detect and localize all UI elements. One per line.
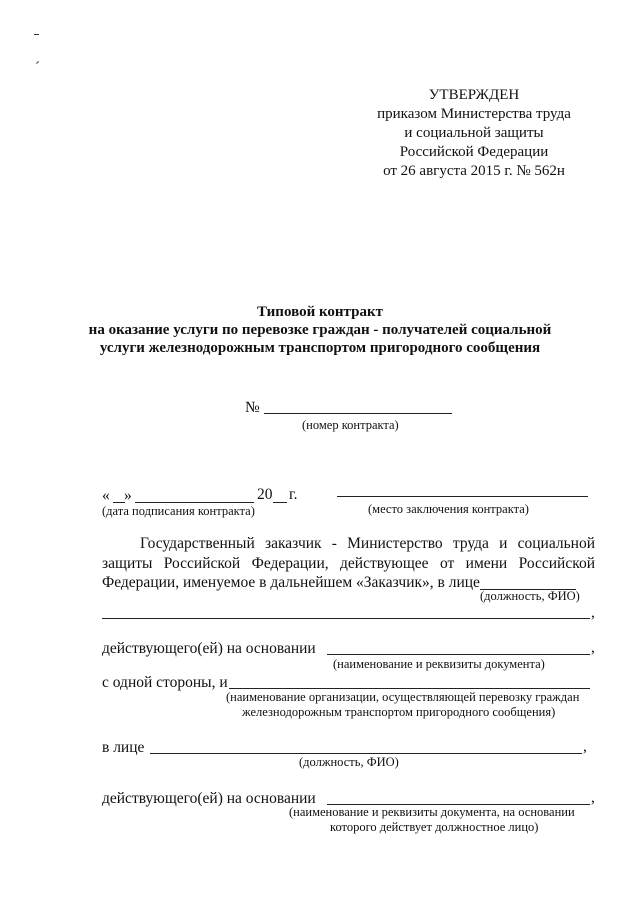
party-hint: (наименование организации, осуществляющей перевозку граждан — [226, 690, 580, 704]
date-month-field[interactable] — [135, 502, 254, 503]
preamble-line: Государственный заказчик - Министерство труда и социальной — [140, 535, 595, 552]
carrier-person-field[interactable] — [150, 753, 582, 754]
contract-place-field[interactable] — [337, 496, 588, 497]
basis-document-field[interactable] — [327, 654, 590, 655]
party-hint: железнодорожным транспортом пригородного сообщения) — [242, 705, 556, 719]
date-year-suffix: г. — [289, 486, 298, 503]
basis-hint: которого действует должностное лицо) — [330, 820, 539, 834]
date-quote-open: « — [102, 487, 110, 504]
basis-hint: (наименование и реквизиты документа) — [333, 657, 545, 671]
title-line: Типовой контракт — [257, 304, 383, 320]
approval-line: приказом Министерства труда — [377, 106, 571, 122]
preamble-line: защиты Российской Федерации, действующее от имени Российской — [102, 554, 595, 572]
date-quote-close: » — [124, 487, 132, 504]
person-label: в лице — [102, 739, 145, 756]
scan-mark — [34, 34, 39, 35]
position-hint: (должность, ФИО) — [480, 589, 580, 603]
comma: , — [591, 604, 595, 621]
scan-mark — [36, 61, 39, 64]
date-hint: (дата подписания контракта) — [102, 504, 255, 518]
approval-heading: УТВЕРЖДЕН — [428, 87, 520, 103]
contract-number-field[interactable] — [264, 413, 452, 414]
approval-line: и социальной защиты — [404, 125, 544, 141]
approval-block — [360, 86, 588, 181]
basis-label: действующего(ей) на основании — [102, 790, 316, 807]
basis-hint: (наименование и реквизиты документа, на основании — [289, 805, 575, 819]
date-year-field[interactable] — [273, 502, 287, 503]
party-label: с одной стороны, и — [102, 674, 228, 691]
contract-number-hint: (номер контракта) — [302, 418, 399, 432]
preamble-line: Федерации, именуемое в дальнейшем «Заказчик», в лице — [102, 574, 480, 591]
document-title — [60, 303, 580, 357]
basis-label: действующего(ей) на основании — [102, 640, 316, 657]
title-line: на оказание услуги по перевозке граждан - получателей социальной — [88, 322, 552, 338]
place-hint: (место заключения контракта) — [368, 502, 529, 516]
number-sign: № — [245, 399, 260, 416]
comma: , — [583, 738, 587, 755]
comma: , — [591, 639, 595, 656]
date-year-prefix: 20 — [257, 486, 273, 503]
person-hint: (должность, ФИО) — [299, 755, 399, 769]
customer-name-field[interactable] — [102, 618, 590, 619]
preamble-paragraph — [102, 534, 595, 593]
approval-date: от 26 августа 2015 г. № 562н — [383, 163, 565, 179]
title-line: услуги железнодорожным транспортом пригородного сообщения — [99, 340, 541, 356]
carrier-organization-field[interactable] — [229, 688, 590, 689]
approval-line: Российской Федерации — [399, 144, 549, 160]
comma: , — [591, 789, 595, 806]
